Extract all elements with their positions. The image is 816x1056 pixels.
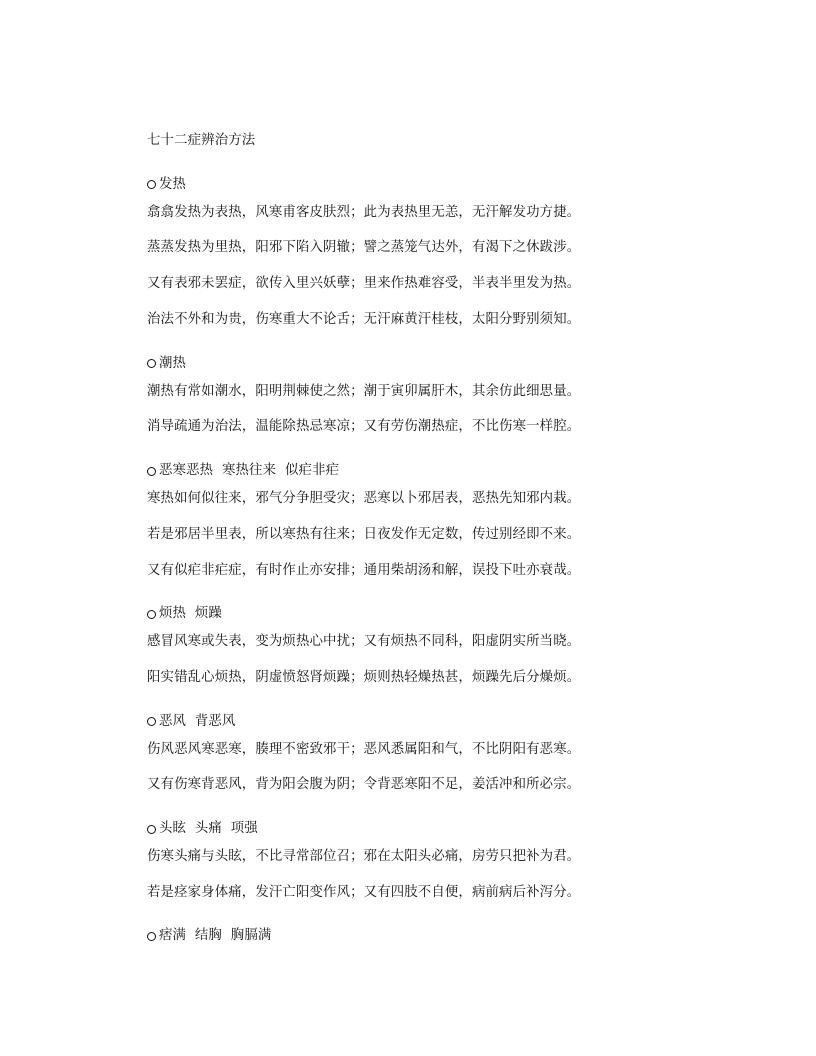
circle-bullet-icon (147, 932, 156, 941)
section-heading (147, 346, 607, 382)
verse-line: 阳实错乱心烦热，阴虚愤怒肾烦躁；烦则热轻燥热甚，烦躁先后分燥烦。 (147, 669, 581, 685)
section-heading-text: 发热 (159, 176, 187, 192)
section-heading (147, 919, 607, 955)
section-heading-text: 头眩 头痛 项强 (159, 821, 258, 837)
section-heading (147, 167, 607, 203)
document-body (147, 131, 607, 954)
verse-line: 消导疏通为治法，温能除热忌寒凉；又有劳伤潮热症，不比伤寒一样腔。 (147, 419, 581, 435)
circle-bullet-icon (147, 467, 156, 476)
verse-line: 又有表邪未罢症，欲传入里兴妖孽；里来作热难容受，半表半里发为热。 (147, 276, 581, 292)
section-heading-text: 恶风 背恶风 (159, 713, 236, 729)
verse-line: 寒热如何似往来，邪气分争胆受灾；恶寒以卜邪居表，恶热先知邪内栽。 (147, 490, 581, 506)
section-heading-text: 烦热 烦躁 (159, 606, 222, 622)
verse-line: 潮热有常如潮水，阳明荆棘使之然；潮于寅卯属肝木，其余仿此细思量。 (147, 383, 581, 399)
circle-bullet-icon (147, 825, 156, 834)
verse-line: 若是痉家身体痛，发汗亡阳变作风；又有四肢不自便，病前病后补泻分。 (147, 884, 581, 900)
verse-line: 又有似疟非疟症，有时作止亦安排；通用柴胡汤和解，误投下吐亦衰哉。 (147, 562, 581, 578)
circle-bullet-icon (147, 610, 156, 619)
verse-line: 治法不外和为贵，伤寒重大不论舌；无汗麻黄汗桂枝，太阳分野别须知。 (147, 311, 581, 327)
verse-line: 蒸蒸发热为里热，阳邪下陷入阴辙；譬之蒸笼气达外，有渴下之休跋涉。 (147, 240, 581, 256)
verse-line: 又有伤寒背恶风，背为阳会腹为阴；令背恶寒阳不足，姜活冲和所必宗。 (147, 777, 581, 793)
section-heading (147, 811, 607, 847)
verse-line: 翕翕发热为表热，风寒甫客皮肤烈；此为表热里无恙，无汗解发功方捷。 (147, 204, 581, 220)
circle-bullet-icon (147, 717, 156, 726)
circle-bullet-icon (147, 359, 156, 368)
verse-line: 伤风恶风寒恶寒，腠理不密致邪干；恶风悉属阳和气，不比阴阳有恶寒。 (147, 741, 581, 757)
section-heading (147, 453, 607, 489)
section-heading (147, 596, 607, 632)
verse-line: 若是邪居半里表，所以寒热有往来；日夜发作无定数，传过别经即不来。 (147, 526, 581, 542)
circle-bullet-icon (147, 180, 156, 189)
document-title: 七十二症辨治方法 (147, 133, 256, 148)
section-heading-text: 恶寒恶热 寒热往来 似疟非疟 (159, 463, 340, 479)
section-heading (147, 704, 607, 740)
verse-line: 感冒风寒或失表，变为烦热心中扰；又有烦热不同科，阳虚阴实所当晓。 (147, 634, 581, 650)
section-heading-text: 潮热 (159, 355, 187, 371)
verse-line: 伤寒头痛与头眩，不比寻常部位召；邪在太阳头必痛，房劳只把补为君。 (147, 848, 581, 864)
section-heading-text: 痞满 结胸 胸膈满 (159, 928, 272, 944)
